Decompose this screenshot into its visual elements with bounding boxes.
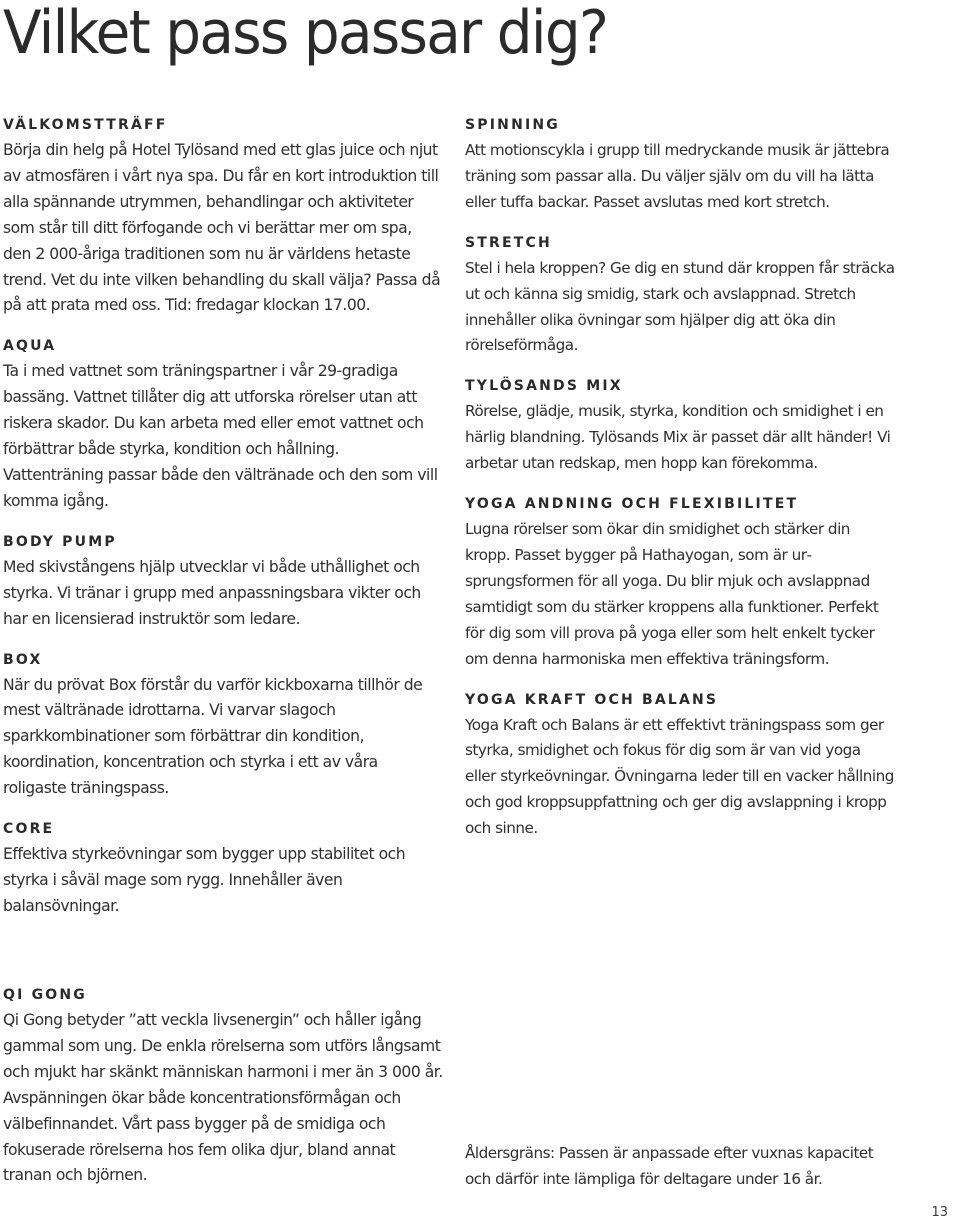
section-heading: SPINNING [465, 117, 561, 133]
section-core [3, 818, 443, 920]
section-body: Börja din helg på Hotel Tylösand med ett glas juice och njut av atmosfären i vårt nya spa. Du får en kort introduktion till alla spännande utrymmen, behandlingar och aktiviteter som står till ditt förfogande och vi berättar mer om spa, den 2 000-åriga traditionen som nu är världens hetaste trend. Vet du inte vilken behandling du skall välja? Passa då på att prata med oss. Tid: fredagar klockan 17.00. [3, 141, 441, 315]
page-title: Vilket pass passar dig? [3, 0, 608, 68]
section-body: Ta i med vattnet som träningspartner i vår 29-gradiga bassäng. Vattnet tillåter dig att utforska rörelser utan att riskera skador. Du kan arbeta med eller emot vattnet och förbättrar både styrka, kondition och hållning. Vattenträning passar både den vältränade och den som vill komma igång. [3, 362, 438, 510]
section-spinning [465, 114, 895, 216]
section-body: Med skivstångens hjälp utvecklar vi både uthållighet och styrka. Vi tränar i grupp med anpassningsbara vikter och har en licensierad instruktör som ledare. [3, 557, 421, 628]
section-body: Stel i hela kroppen? Ge dig en stund där kroppen får sträcka ut och känna sig smidig, stark och avslappnad. Stretch innehåller olika övningar som hjälper dig att öka din rörelseförmåga. [465, 258, 895, 355]
right-column [465, 114, 895, 858]
section-qi-gong [3, 984, 443, 1189]
section-body: Rörelse, glädje, musik, styrka, kondition och smidighet i en härlig blandning. Tylösands Mix är passet där allt händer! Vi arbetar utan redskap, men hopp kan förekomma. [465, 402, 891, 473]
section-heading: AQUA [3, 338, 57, 355]
section-heading: VÄLKOMSTTRÄFF [3, 117, 168, 133]
section-body-pump [3, 531, 443, 633]
section-body: Yoga Kraft och Balans är ett effektivt träningspass som ger styrka, smidighet och fokus för dig som är van vid yoga eller styrkeövningar. Övningarna leder till en vacker hållning och god kroppsuppfattning och ger dig avslappning i kropp och sinne. [465, 715, 894, 838]
section-stretch [465, 232, 895, 360]
section-heading: STRETCH [465, 234, 552, 251]
section-heading: YOGA ANDNING OCH FLEXIBILITET [465, 496, 799, 513]
section-yoga-andning [465, 493, 895, 672]
section-heading: TYLÖSANDS MIX [465, 378, 623, 395]
section-heading: CORE [3, 821, 55, 838]
section-heading: BOX [3, 651, 43, 668]
section-heading: QI GONG [3, 987, 87, 1003]
left-column [3, 114, 443, 936]
section-body: Lugna rörelser som ökar din smidighet och stärker din kropp. Passet bygger på Hathayogan, som är ursprungsformen för all yoga. Du blir mjuk och avslappnad samtidigt som du stärker kroppens alla funktioner. Perfekt för dig som vill prova på yoga eller som helt enkelt tycker om denna harmoniska men effektiva träningsform. [465, 520, 879, 668]
section-body: Effektiva styrkeövningar som bygger upp stabilitet och styrka i såväl mage som rygg. Innehåller även balansövningar. [3, 845, 406, 915]
section-box [3, 649, 443, 803]
section-tylosands-mix [465, 375, 895, 477]
section-body: Att motionscykla i grupp till medryckande musik är jättebra träning som passar alla. Du väljer själv om du vill ha lätta eller tuffa backar. Passet avslutas med kort stretch. [465, 141, 890, 211]
page-number: 13 [931, 1205, 948, 1220]
section-heading: BODY PUMP [3, 533, 117, 550]
section-yoga-kraft [465, 689, 895, 843]
section-body: När du prövat Box förstår du varför kickboxarna tillhör de mest vältränade idrottarna. Vi varvar slagoch sparkkombinationer som förbättrar din kondition, koordination, koncentration och styrka i ett av våra roligaste träningspass. [3, 675, 423, 798]
age-limit-note: Åldersgräns: Passen är anpassade efter vuxnas kapacitet och därför inte lämpliga för deltagare under 16 år. [465, 1144, 874, 1188]
section-heading: YOGA KRAFT OCH BALANS [465, 691, 719, 708]
section-aqua [3, 335, 443, 514]
section-body: Qi Gong betyder ”att veckla livsenergin” och håller igång gammal som ung. De enkla rörelserna som utförs långsamt och mjukt har skänkt människan harmoni i mer än 3 000 år. Avspänningen ökar både koncentrationsförmågan och välbefinnandet. Vårt pass bygger på de smidiga och fokuserade rörelserna hos fem olika djur, bland annat tranan och björnen. [3, 1011, 443, 1185]
section-valkomsttraff [3, 114, 443, 319]
